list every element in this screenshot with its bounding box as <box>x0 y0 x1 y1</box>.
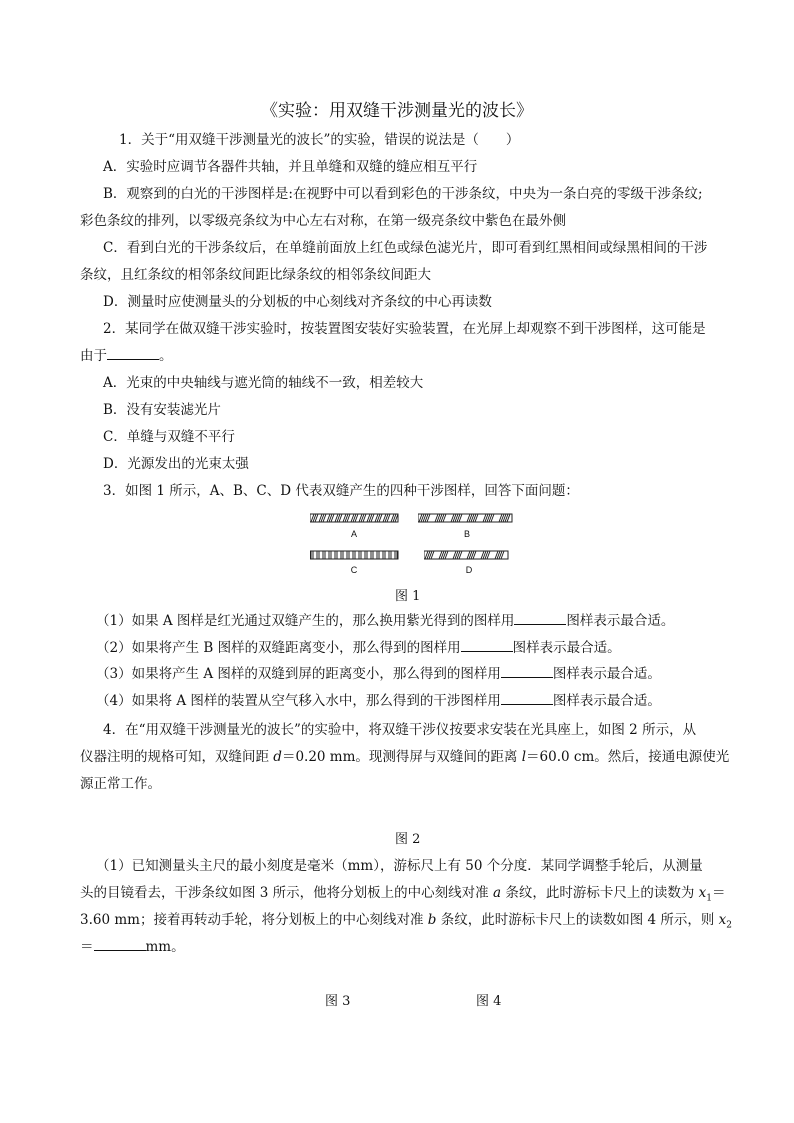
q3-part4-text: （4）如果将 A 图样的装置从空气移入水中，那么得到的干涉图样用 <box>96 693 501 709</box>
q1-option-d: D．测量时应使测量头的分划板的中心刻线对齐条纹的中心再读数 <box>103 294 492 310</box>
q2-stem-suffix: 。 <box>159 348 173 364</box>
q2-stem-line1: 2．某同学在做双缝干涉实验时，按装置图安装好实验装置，在光屏上却观察不到干涉图样，这可能是 <box>103 321 706 337</box>
q1-option-c-line2: 条纹，且红条纹的相邻条纹间距比绿条纹的相邻条纹间距大 <box>80 267 431 283</box>
q4-answer-blank <box>94 938 146 951</box>
pattern-c <box>310 549 400 563</box>
q3-part1 <box>96 612 674 630</box>
q1-option-a: A．实验时应调节各器件共轴，并且单缝和双缝的缝应相互平行 <box>103 159 478 175</box>
q4-s2-post: ＝ <box>711 885 726 901</box>
q4-sub1-line2 <box>80 884 725 908</box>
q4-stem-line2 <box>80 748 729 766</box>
q4-s3-text: 3.60 mm；接着再转动手轮，将分划板上的中心刻线对准 <box>80 912 428 928</box>
figure4-caption: 图 4 <box>476 994 502 1009</box>
q2-answer-blank <box>107 347 159 360</box>
q3-part4 <box>96 692 661 710</box>
q3-part4-suffix: 图样表示最合适。 <box>552 693 661 709</box>
q3-part3 <box>96 665 661 683</box>
q4-var-x2: x <box>718 912 727 928</box>
q4-s4-text: ＝ <box>80 939 94 955</box>
q4-sub1-line4 <box>80 938 185 956</box>
q3-part1-text: （1）如果 A 图样是红光通过双缝产生的，那么换用紫光得到的图样用 <box>96 613 515 629</box>
q4-s2-text: 头的目镜看去，干涉条纹如图 3 所示，他将分划板上的中心刻线对准 <box>80 885 493 901</box>
q3-part1-blank <box>514 612 566 625</box>
pattern-a-label: A <box>350 529 357 539</box>
q4-sub1-line1: （1）已知测量头主尺的最小刻度是毫米（mm），游标尺上有 50 个分度．某同学调整手轮后，从测量 <box>96 858 703 874</box>
q4-stem-line1: 4．在“用双缝干涉测量光的波长”的实验中，将双缝干涉仪按要求安装在光具座上，如图 2 所示，从 <box>103 722 697 738</box>
figure1-caption: 图 1 <box>395 589 421 604</box>
q3-part2-text: （2）如果将产生 B 图样的双缝距离变小，那么得到的图样用 <box>96 640 461 656</box>
q4-l2-post: ＝60.0 cm。然后，接通电源使光 <box>526 749 730 765</box>
q4-var-x2-sub: 2 <box>726 920 733 931</box>
figure2-caption: 图 2 <box>395 832 421 847</box>
q4-var-b: b <box>427 912 437 928</box>
q2-option-d: D．光源发出的光束太强 <box>103 456 249 472</box>
q4-sub1-line3 <box>80 911 732 935</box>
q3-stem: 3．如图 1 所示，A、B、C、D 代表双缝产生的四种干涉图样，回答下面问题： <box>103 483 579 499</box>
page-title: 《实验：用双缝干涉测量光的波长》 <box>261 101 533 121</box>
q1-option-b-line2: 彩色条纹的排列，以零级亮条纹为中心左右对称，在第一级亮条纹中紫色在最外侧 <box>80 213 566 229</box>
pattern-a <box>310 512 400 526</box>
q3-part1-suffix: 图样表示最合适。 <box>566 613 675 629</box>
q3-part4-blank <box>501 692 553 705</box>
pattern-b-label: B <box>463 529 470 539</box>
q4-s3-post: 条纹，此时游标卡尺上的读数如图 4 所示，则 <box>436 912 719 928</box>
q4-var-l: l <box>521 749 527 765</box>
q4-var-x1: x <box>698 885 707 901</box>
q2-stem-prefix: 由于 <box>80 348 107 364</box>
q3-part3-blank <box>501 665 553 678</box>
q3-part2-suffix: 图样表示最合适。 <box>512 640 621 656</box>
q1-stem: 1．关于“用双缝干涉测量光的波长”的实验，错误的说法是（ ） <box>119 132 520 148</box>
q3-part2 <box>96 639 621 657</box>
pattern-c-label: C <box>350 565 358 575</box>
q3-part2-blank <box>461 639 513 652</box>
q1-option-b-line1: B．观察到的白光的干涉图样是:在视野中可以看到彩色的干涉条纹，中央为一条白亮的零级干涉条纹; <box>103 186 703 202</box>
q2-option-a: A．光束的中央轴线与遮光筒的轴线不一致，相差较大 <box>103 375 424 391</box>
q4-var-a: a <box>492 885 502 901</box>
q4-l2-mid: ＝0.20 mm。现测得屏与双缝间的距离 <box>281 749 522 765</box>
q4-stem-line3: 源正常工作。 <box>80 776 161 792</box>
pattern-d <box>424 549 510 563</box>
q3-part3-text: （3）如果将产生 A 图样的双缝到屏的距离变小，那么得到的图样用 <box>96 666 501 682</box>
q2-stem-line2 <box>80 347 173 365</box>
q4-s4-post: mm。 <box>145 939 185 955</box>
q4-l2-text: 仪器注明的规格可知，双缝间距 <box>80 749 274 765</box>
figure3-caption: 图 3 <box>325 994 351 1009</box>
q2-option-b: B．没有安装滤光片 <box>103 402 221 418</box>
pattern-d-label: D <box>465 565 473 575</box>
q3-part3-suffix: 图样表示最合适。 <box>552 666 661 682</box>
pattern-b <box>418 512 514 526</box>
q4-var-x1-sub: 1 <box>706 893 712 904</box>
q4-s2-mid: 条纹，此时游标卡尺上的读数为 <box>501 885 699 901</box>
q4-var-d: d <box>273 749 282 765</box>
q2-option-c: C．单缝与双缝不平行 <box>103 429 235 445</box>
q1-option-c-line1: C．看到白光的干涉条纹后，在单缝前面放上红色或绿色滤光片，即可看到红黑相间或绿黑相间的干涉 <box>103 240 708 256</box>
